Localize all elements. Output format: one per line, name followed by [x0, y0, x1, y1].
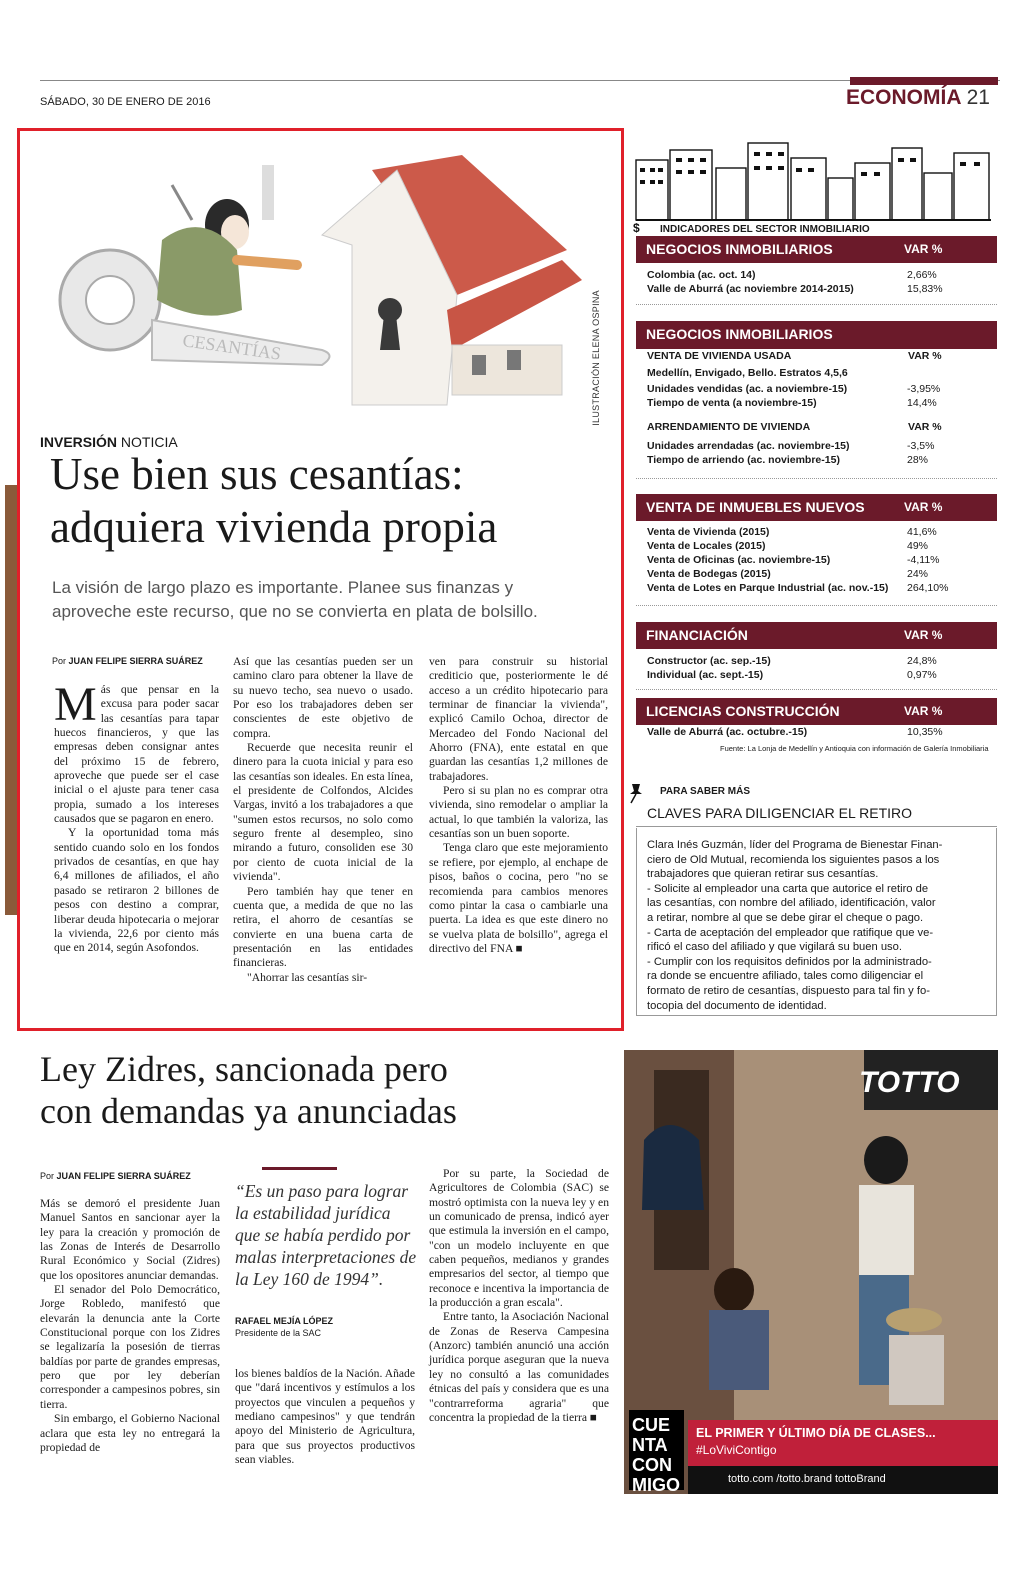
subsection-var: VAR % [908, 421, 942, 433]
source-note: Fuente: La Lonja de Medellín y Antioquia con información de Galería Inmobiliaria [720, 744, 989, 753]
subsection-title: ARRENDAMIENTO DE VIVIENDA [647, 421, 811, 433]
column-paragraph: Por su parte, la Sociedad de Agricultores de Colombia (SAC) se mostró optimista con la nueva ley y en un comunicado de prensa, indicó ayer que estimula la inversión en el campo, "con un modelo incluyente en que caben pequeños, medianos y grandes empresarios del sector, al tiempo que reconoce e incentiva la importancia de la producción a gran escala". [429, 1167, 609, 1310]
totto-advertisement[interactable] [624, 1050, 998, 1494]
byline-prefix: Por [52, 656, 67, 666]
article-deck [52, 576, 612, 624]
deck-line-2: aproveche este recurso, que no se convierta en plata de bolsillo. [52, 602, 538, 621]
key-text: CESANTÍAS [181, 330, 283, 364]
page-number: 21 [966, 86, 990, 109]
column-paragraph: Recuerde que necesita reunir el dinero para la cuota inicial y para eso las cesantías son ideales. En esta línea, el presidente de Colfondos, Alcides Vargas, invitó a los trabajadores a que "sumen estos recursos, no solo como seguro frente al desempleo, sino mirando a futuro, consoliden ese 30 por ciento de cuota inicial de la vivienda". [233, 741, 413, 884]
divider [636, 605, 997, 606]
kicker-category: INVERSIÓN [40, 434, 118, 450]
section-name [846, 86, 990, 110]
column-paragraph: "Ahorrar las cesantías sir- [247, 970, 368, 984]
quote-author: RAFAEL MEJÍA LÓPEZ [235, 1316, 334, 1326]
article-byline [52, 656, 203, 666]
box-title: CLAVES PARA DILIGENCIAR EL RETIRO [647, 805, 913, 821]
box-line: - Cumplir con los requisitos definidos por la administrado- [647, 955, 932, 968]
ad-brand-logo: TOTTO [859, 1066, 960, 1099]
second-column-3 [429, 1167, 609, 1425]
box-line: tocopia del documento de identidad. [647, 999, 827, 1012]
box-line: ra donde se encuentre afiliado, tales como diligenciar el [647, 970, 924, 983]
table-header-venta: VENTA DE INMUEBLES NUEVOS VAR % [636, 494, 997, 521]
box-line: ciero de Old Mutual, recomienda los siguientes pasos a los [647, 853, 940, 866]
headline-line-1: Ley Zidres, sancionada pero [40, 1049, 448, 1089]
column-paragraph: Tenga claro que este mejoramiento se refiere, por ejemplo, al enchape de pisos, baños o cocina, pero "no se recomienda para cambios menores como pintar la casa o cambiarle una puerta. La idea es que este dinero no se vuelva plata de bolsillo", agrega el directivo del FNA ■ [429, 841, 608, 955]
illustration-credit: ILUSTRACIÓN ELENA OSPINA [591, 290, 601, 426]
article-headline [50, 448, 610, 554]
article-column-1 [54, 678, 219, 956]
article-column-3 [429, 655, 608, 956]
column-paragraph: los bienes baldíos de la Nación. Añade que "dará incentivos y estímulos a los proyectos que vinculen a pequeños y mediano campesinos" y que tendrán apoyo del Ministerio de Agricultura, para que sus proyectos productivos sean viables. [235, 1367, 415, 1467]
box-line: Clara Inés Guzmán, líder del Programa de Bienestar Finan- [647, 839, 943, 851]
article-column-2 [233, 655, 413, 985]
box-line: rificó el caso del afiliado y que vigilará su buen uso. [647, 941, 902, 954]
table-header-financiacion: FINANCIACIÓN VAR % [636, 622, 997, 649]
ad-banner-line-2: #LoViviContigo [696, 1443, 777, 1457]
column-paragraph: ven para construir su historial crediticio que, posteriormente le dé acceso a un crédito hipotecario para terminar de financiar la vivienda", explicó Camilo Ochoa, director de Mercadeo del Fondo Nacional del Ahorro (FNA), ente estatal en que guardan las cesantías 1,2 millones de trabajadores. [429, 655, 608, 783]
column-paragraph: Así que las cesantías pueden ser un camino claro para obtener la llave de su nuevo techo, sea nuevo o usado. Por eso los trabajadores deben ser conscientes de este objetivo de compra. [233, 655, 413, 740]
second-headline [40, 1048, 620, 1132]
table-header-negocios: NEGOCIOS INMOBILIARIOS VAR % [636, 236, 997, 263]
column-paragraph: Entre tanto, la Asociación Nacional de Zonas de Reserva Campesina (Anzorc) también anunció una acción jurídica porque aseguran que la nueva ley no consultó a las comunidades étnicas del país y considera que es una "contrarreforma agraria" que concentra la propiedad de la tierra ■ [429, 1310, 609, 1424]
pull-quote: “Es un paso para lograr la estabilidad jurídica que se había perdido por malas interpretaciones de la Ley 160 de 1994”. [235, 1181, 417, 1289]
skyline-graphic [633, 138, 991, 235]
table-header-licencias: LICENCIAS CONSTRUCCIÓN VAR % [636, 698, 997, 725]
column-paragraph: El senador del Polo Democrático, Jorge Robledo, manifestó que elevarán la denuncia ante la Corte Constitucional porque con los Zidres se legalizaría la posesión de tierras baldías por parte de grandes empresas, pero que por ley deberían corresponder a campesinos pobres, sin tierra. [40, 1283, 220, 1411]
box-line: las cesantías, con nombre del afiliado, identificación, valor [647, 897, 936, 910]
quote-role: Presidente de la SAC [235, 1328, 322, 1338]
article-byline [40, 1171, 191, 1181]
subsection-var: VAR % [908, 350, 942, 362]
headline-line-1: Use bien sus cesantías: [50, 449, 464, 499]
headline-line-2: adquiera vivienda propia [50, 502, 498, 552]
divider [636, 304, 997, 305]
ad-side-text: CUENTA CONMIGO [632, 1415, 680, 1495]
page-date: SÁBADO, 30 DE ENERO DE 2016 [40, 96, 211, 108]
table-header-negocios-2: NEGOCIOS INMOBILIARIOS [636, 321, 997, 349]
byline-author: JUAN FELIPE SIERRA SUÁREZ [68, 656, 203, 666]
subsection-title: VENTA DE VIVIENDA USADA [647, 350, 792, 362]
box-body [647, 838, 992, 1013]
box-title-rule [636, 826, 997, 827]
house-key-illustration [52, 150, 597, 420]
section-color-bar [850, 77, 998, 85]
pushpin-icon [628, 782, 644, 804]
divider [636, 689, 997, 690]
indicators-title: INDICADORES DEL SECTOR INMOBILIARIO [660, 224, 870, 235]
section-label: ECONOMÍA [846, 86, 961, 109]
divider [636, 478, 997, 479]
column-paragraph: Sin embargo, el Gobierno Nacional aclara que esta ley no entregará la propiedad de [40, 1412, 220, 1454]
byline-author: JUAN FELIPE SIERRA SUÁREZ [56, 1171, 191, 1181]
column-paragraph: Más se demoró el presidente Juan Manuel Santos en sancionar ayer la ley para la creación y promoción de las Zonas de Interés de Desarrollo Rural Económico y Social (Zidres) que los opositores anunciar demandas. [40, 1197, 220, 1282]
second-column-2 [235, 1367, 415, 1467]
kicker-type: NOTICIA [120, 434, 178, 450]
box-label: PARA SABER MÁS [660, 786, 751, 797]
deck-line-1: La visión de largo plazo es importante. Planee sus finanzas y [52, 578, 514, 597]
box-line: trabajadores que quieran retirar sus cesantías. [647, 868, 879, 881]
headline-line-2: con demandas ya anunciadas [40, 1091, 457, 1131]
box-line: formato de retiro de cesantías, dispuesto para tal fin y fo- [647, 984, 930, 997]
box-line: - Solicite al empleador una carta que autorice el retiro de [647, 882, 929, 895]
box-line: - Carta de aceptación del empleador que ratifique que ve- [647, 926, 934, 939]
quote-rule [262, 1167, 337, 1170]
ad-footer-links[interactable]: totto.com /totto.brand tottoBrand [728, 1473, 886, 1485]
ad-banner-line-1: EL PRIMER Y ÚLTIMO DÍA DE CLASES... [696, 1426, 936, 1440]
byline-prefix: Por [40, 1171, 55, 1181]
column-paragraph: Pero si su plan no es comprar otra vivienda, sino remodelar o ampliar la actual, lo que también la valoriza, las cesantías son un buen soporte. [429, 784, 608, 841]
second-column-1 [40, 1197, 220, 1455]
dollar-glyph: $ [633, 221, 640, 235]
column-paragraph: ás que pensar en la excusa para poder sacar las cesantías para tapar huecos financieros, y que las empresas deben consignar antes del próximo 15 de febrero, aproveche que puede ser el case inicial o el ajuste para tener casa propia, sumado a los intereses causados que se pagaron en enero. [54, 683, 219, 826]
drop-cap: M [54, 678, 97, 731]
column-paragraph: Pero también hay que tener en cuenta que, a medida de que no las retira, el ahorro de cesantías se convierte en una buena carta de presentación en las entidades financieras. [233, 884, 413, 970]
subsection-heading: Medellín, Envigado, Bello. Estratos 4,5,6 [647, 367, 848, 379]
column-paragraph: Y la oportunidad toma más sentido cuando solo en los fondos privados de cesantías, en que hay 6,4 millones de afiliados, el año pasado se retiraron 2 billones de pesos con destino a comprar, liberar deuda hipotecaria o mejorar la vivienda, 22,6 por ciento más que en 2014, según Asofondos. [54, 826, 219, 955]
box-line: a retirar, nombre al que se debe girar el cheque o pago. [647, 911, 924, 924]
